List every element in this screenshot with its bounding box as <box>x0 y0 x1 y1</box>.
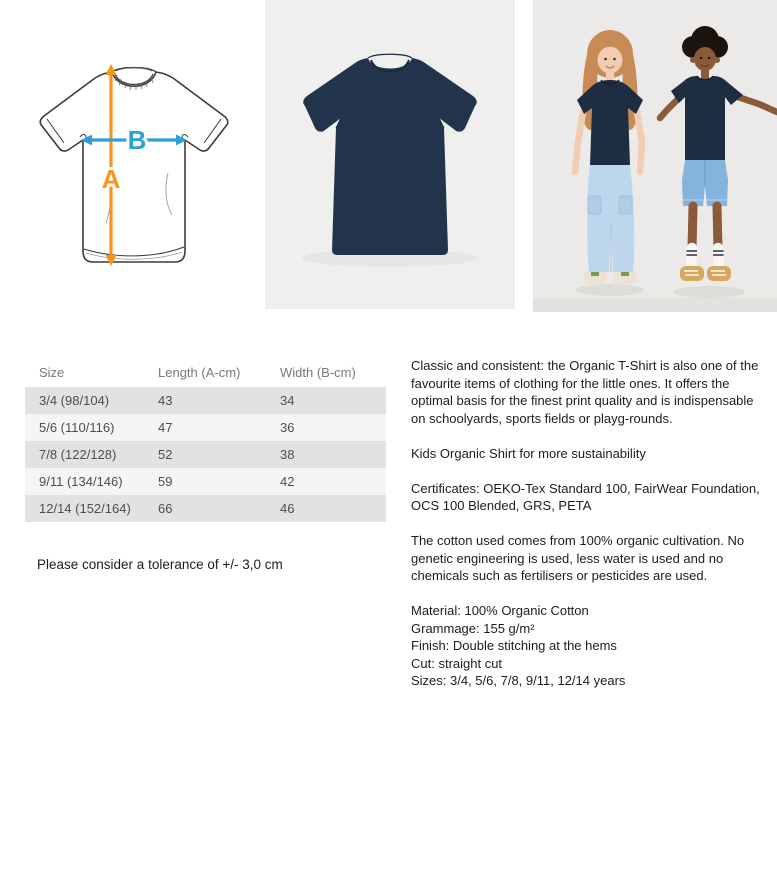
size-diagram-image[interactable] <box>0 0 250 309</box>
size-table-header-size: Size <box>25 358 158 387</box>
table-row <box>25 441 386 468</box>
spec-line-sizes: Sizes: 3/4, 5/6, 7/8, 9/11, 12/14 years <box>411 673 626 688</box>
length-cell: 47 <box>158 420 173 435</box>
size-cell: 3/4 (98/104) <box>39 393 110 408</box>
table-row <box>25 468 386 495</box>
length-label: A <box>101 164 121 194</box>
size-table-header-length: Length (A-cm) <box>158 358 280 387</box>
size-cell: 12/14 (152/164) <box>39 501 131 516</box>
length-cell: 52 <box>158 447 173 462</box>
description-paragraph-sustainability: Kids Organic Shirt for more sustainability <box>411 445 646 461</box>
width-cell: 38 <box>280 447 295 462</box>
table-row <box>25 387 386 414</box>
width-cell: 36 <box>280 420 295 435</box>
tshirt-outline-icon <box>40 68 227 263</box>
description-paragraph-intro: Classic and consistent: the Organic T-Shirt is also one of the favourite items of clothing for the little ones. It offers the optimal basis for the finest print quality and is indispensable on schoolyards, sports fields or playg-rounds. <box>411 358 759 426</box>
tolerance-note: Please consider a tolerance of +/- 3,0 cm <box>37 557 283 572</box>
description-paragraph-cotton: The cotton used comes from 100% organic cultivation. No genetic engineering is used, less water is used and no chemicals such as fertilisers or pesticides are used. <box>411 533 745 583</box>
width-cell: 34 <box>280 393 295 408</box>
size-table <box>25 358 386 522</box>
size-cell: 9/11 (134/146) <box>39 474 123 489</box>
spec-line-material: Material: 100% Organic Cotton <box>411 603 589 618</box>
spec-line-finish: Finish: Double stitching at the hems <box>411 638 617 653</box>
spec-line-grammage: Grammage: 155 g/m² <box>411 620 535 636</box>
tshirt-measurement-diagram-icon <box>20 55 250 275</box>
description-paragraph-certificates: Certificates: OEKO-Tex Standard 100, FairWear Foundation, OCS 100 Blended, GRS, PETA <box>411 480 760 513</box>
size-table-header <box>25 358 386 387</box>
size-cell: 5/6 (110/116) <box>39 420 115 435</box>
width-cell: 46 <box>280 501 295 516</box>
spec-list <box>411 602 769 690</box>
width-cell: 42 <box>280 474 295 489</box>
length-cell: 59 <box>158 474 173 489</box>
kids-wearing-tshirts-icon <box>533 0 777 312</box>
length-cell: 43 <box>158 393 173 408</box>
product-photo-flat[interactable] <box>265 0 515 309</box>
navy-tshirt-flatlay-icon <box>265 0 515 309</box>
model-photo-kids[interactable] <box>533 0 777 312</box>
product-description <box>411 357 769 690</box>
size-cell: 7/8 (122/128) <box>39 447 117 462</box>
size-table-header-width: Width (B-cm) <box>280 358 386 387</box>
spec-line-cut: Cut: straight cut <box>411 655 503 671</box>
table-row <box>25 495 386 522</box>
table-row <box>25 414 386 441</box>
width-label: B <box>127 125 147 155</box>
length-cell: 66 <box>158 501 173 516</box>
